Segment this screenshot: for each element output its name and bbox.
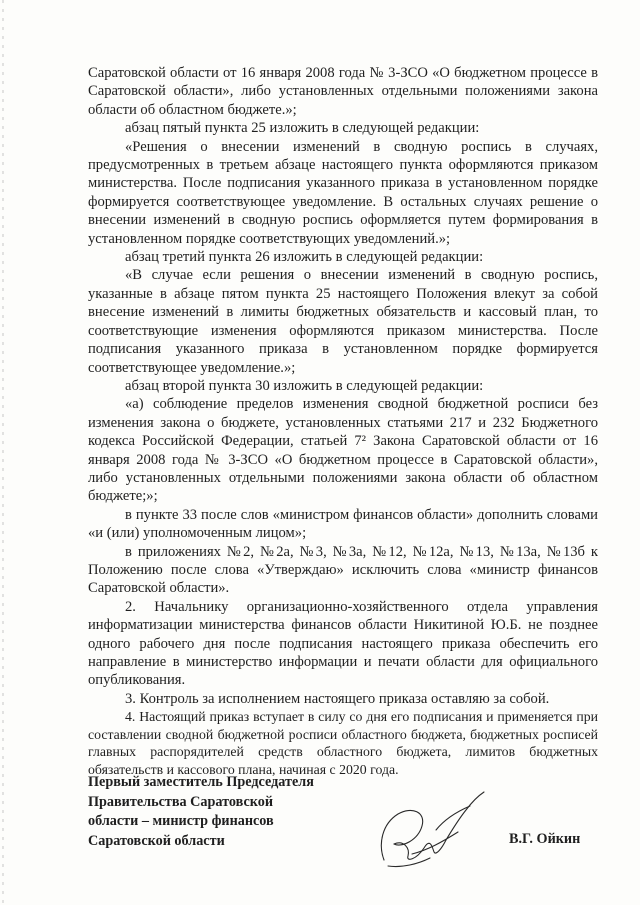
scan-edge-marks — [2, 0, 4, 905]
paragraph-p30-intro: абзац второй пункта 30 изложить в следующей редакции: — [125, 377, 484, 394]
signatory-title-line: Правительства Саратовской — [88, 793, 274, 810]
paragraph-p30-text: «а) соблюдение пределов изменения сводной бюджетной росписи без изменения закона о бюджете, установленных статьями 217 и 232 Бюджетного кодекса Российской Федерации, статьей 7² Закона Саратовской области от 16 января 2008 года № 3-ЗСО «О бюджетном процессе в Саратовской области», либо установленных отдельными положениями закона области об областном бюджете;»; — [88, 396, 598, 505]
paragraph-p26-intro: абзац третий пункта 26 изложить в следующей редакции: — [125, 249, 484, 266]
paragraph-item-4: 4. Настоящий приказ вступает в силу со дня его подписания и применяется при составлении сводной бюджетной росписи областного бюджета, бюджетных росписей главных распорядителей средств областного бюджета, лимитов бюджетных обязательств и кассового плана, начиная с 2020 года. — [88, 709, 598, 777]
paragraph-p25-intro: абзац пятый пункта 25 изложить в следующей редакции: — [125, 120, 480, 137]
paragraph-p26-text: «В случае если решения о внесении изменений в сводную роспись, указанные в абзаце пятом пункта 25 настоящего Положения влекут за собой внесение изменений в лимиты бюджетных обязательств и кассовый план, то соответствующие изменения оформляются приказом министерства. После подписания указанного приказа в установленном порядке формируется соответствующее уведомление.»; — [88, 267, 598, 376]
paragraph-p33: в пункте 33 после слов «министром финансов области» дополнить словами «и (или) уполномоченным лицом»; — [88, 506, 598, 542]
signatory-title-line: области – министр финансов — [88, 813, 274, 830]
paragraph-p25-text: «Решения о внесении изменений в сводную роспись в случаях, предусмотренных в третьем абзаце настоящего пункта оформляются приказом министерства. После подписания указанного приказа в установленном порядке формируется соответствующее уведомление. В остальных случаях решение о внесении изменений в сводную роспись оформляется путем формирования в установленном порядке соответствующих уведомлений.»; — [88, 138, 598, 247]
signatory-title-line: Первый заместитель Председателя — [88, 774, 314, 790]
paragraph-item-3: 3. Контроль за исполнением настоящего приказа оставляю за собой. — [125, 690, 550, 707]
paragraph-appendices: в приложениях №2, №2а, №3, №3а, №12, №12а, №13, №13а, №13б к Положению после слова «Утверждаю» исключить слова «министр финансов Саратовской области». — [88, 543, 598, 597]
handwritten-signature-image — [372, 790, 492, 872]
signatory-title — [88, 773, 348, 851]
paragraph-item-2: 2. Начальнику организационно-хозяйственного отдела управления информатизации министерства финансов области Никитиной Ю.Б. не позднее одного рабочего дня после подписания настоящего приказа обеспечить его направление в министерство информации и печати области для официального опубликования. — [88, 598, 598, 689]
document-body — [88, 64, 598, 779]
signer-name: В.Г. Ойкин — [509, 831, 581, 847]
paragraph-intro-continuation: Саратовской области от 16 января 2008 года № 3-ЗСО «О бюджетном процессе в Саратовской области», либо установленных отдельными положениями закона области об областном бюджете.»; — [88, 65, 598, 118]
signatory-title-line: Саратовской области — [88, 832, 225, 849]
